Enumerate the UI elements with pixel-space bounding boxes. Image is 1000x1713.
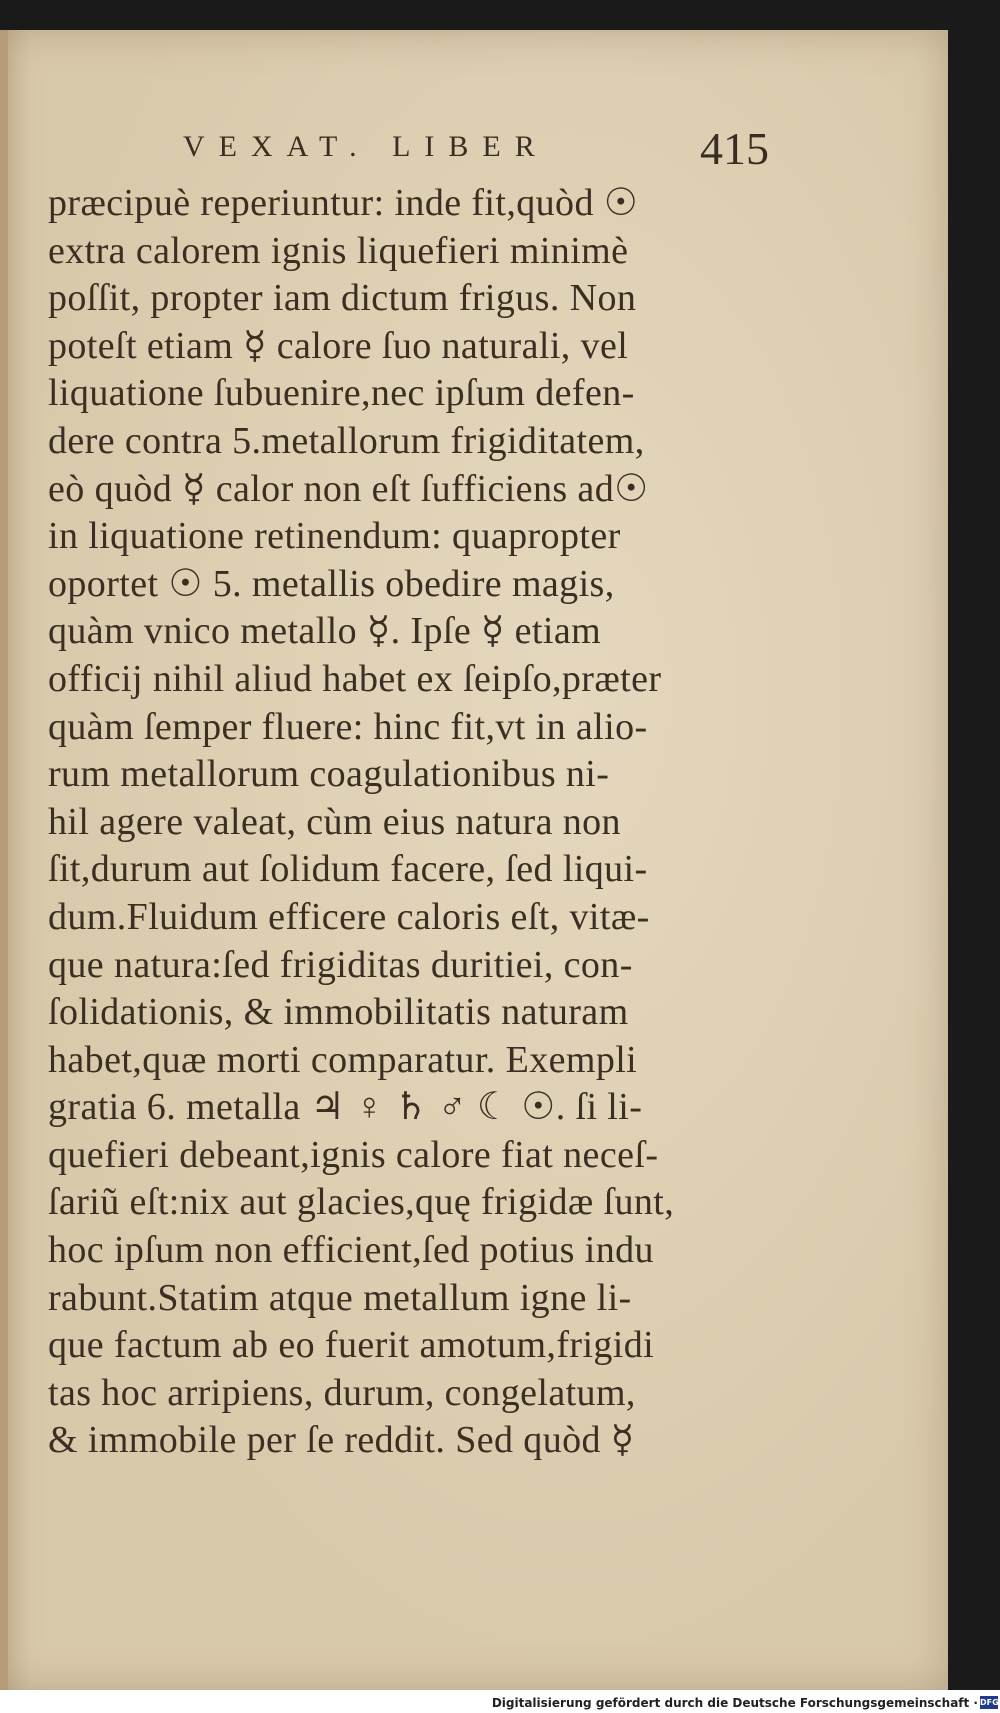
text-line: dere contra 5.metallorum frigiditatem, — [48, 419, 645, 462]
text-line: que factum ab eo fuerit amotum,frigidi — [48, 1324, 655, 1367]
text-line: officij nihil aliud habet ex ſeipſo,præter — [48, 657, 662, 700]
text-line: poteſt etiam ☿ calore ſuo naturali, vel — [48, 324, 629, 367]
text-line: quàm vnico metallo ☿. Ipſe ☿ etiam — [48, 610, 602, 653]
text-line: poſſit, propter iam dictum frigus. Non — [48, 277, 637, 320]
text-line: gratia 6. metalla ♃ ♀ ♄ ♂ ☾ ☉. ſi li- — [48, 1086, 643, 1129]
text-line: ſariũ eſt:nix aut glacies,quę frigidæ ſunt, — [48, 1181, 675, 1224]
text-line: præcipuè reperiuntur: inde fit,quòd ☉ — [48, 182, 639, 224]
text-line: & immobile per ſe reddit. Sed quòd ☿ — [48, 1419, 635, 1462]
running-head: VEXAT. LIBER — [183, 130, 549, 163]
page-number: 415 — [700, 123, 769, 174]
text-line: rabunt.Statim atque metallum igne li- — [48, 1276, 632, 1319]
text-line: eò quòd ☿ calor non eſt ſufficiens ad☉ — [48, 467, 649, 510]
text-line: quàm ſemper fluere: hinc fit,vt in alio- — [48, 705, 648, 748]
text-line: in liquatione retinendum: quapropter — [48, 515, 621, 558]
text-line: hil agere valeat, cùm eius natura non — [48, 800, 621, 843]
text-line: oportet ☉ 5. metallis obedire magis, — [48, 562, 615, 605]
dfg-logo: DFG — [980, 1698, 999, 1707]
text-line: quefieri debeant,ignis calore fiat neceſ- — [48, 1133, 659, 1176]
text-line: extra calorem ignis liquefieri minimè — [48, 229, 629, 272]
page-gutter-edge — [0, 30, 8, 1690]
text-line: rum metallorum coagulationibus ni- — [48, 753, 610, 796]
text-line: ſit,durum aut ſolidum facere, ſed liqui- — [48, 848, 648, 891]
footer-credit: Digitalisierung gefördert durch die Deutsche Forschungsgemeinschaft · — [491, 1696, 978, 1710]
footer-bar — [0, 1690, 1000, 1713]
text-line: que natura:ſed frigiditas duritiei, con- — [48, 943, 633, 986]
text-line: hoc ipſum non efficient,ſed potius indu — [48, 1229, 654, 1272]
text-line: habet,quæ morti comparatur. Exempli — [48, 1038, 638, 1081]
text-line: ſolidationis, & immobilitatis naturam — [48, 991, 629, 1034]
text-line: dum.Fluidum efficere caloris eſt, vitæ- — [48, 895, 650, 938]
body-text — [48, 180, 768, 1465]
text-line: liquatione ſubuenire,nec ipſum defen- — [48, 372, 635, 415]
text-line: tas hoc arripiens, durum, congelatum, — [48, 1371, 636, 1414]
